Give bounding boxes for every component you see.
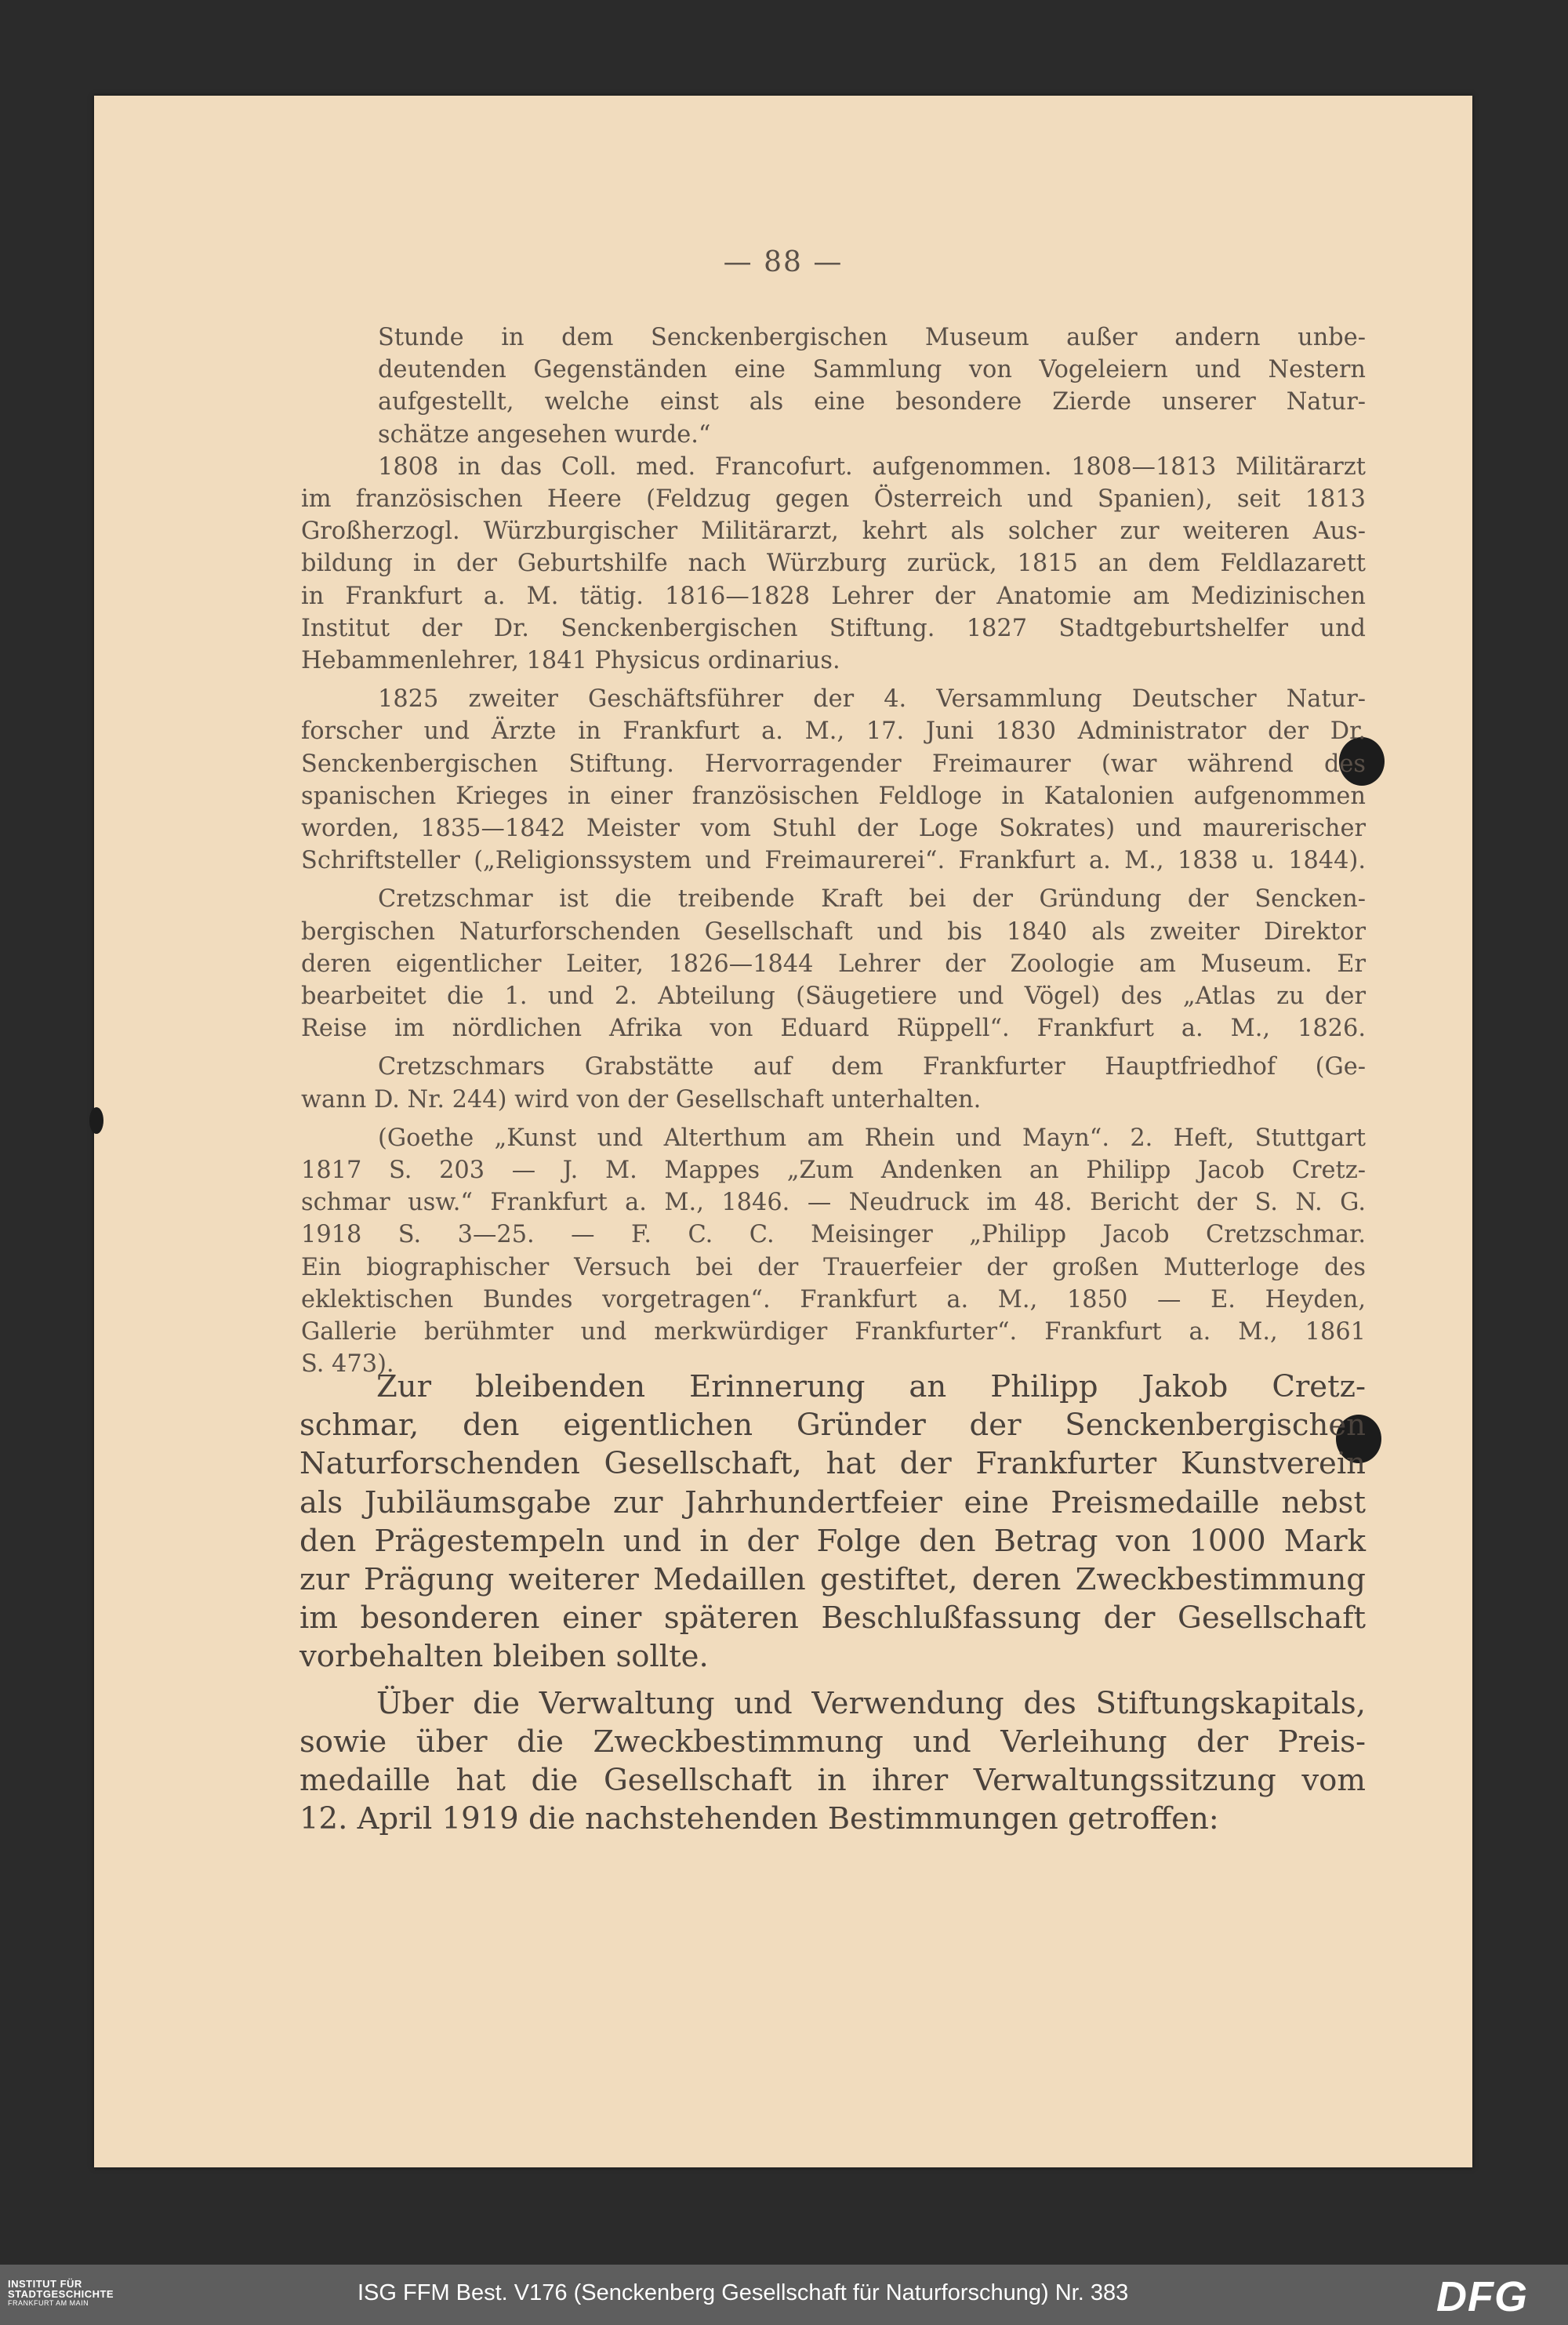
text-line: schmar usw.“ Frankfurt a. M., 1846. — Neudruck im 48. Bericht der S. N. G.	[301, 1189, 1366, 1217]
body-paragraph	[299, 1684, 1366, 1839]
footnote-paragraph	[301, 683, 1366, 877]
text-line: Zur bleibenden Erinnerung an Philipp Jakob Cretz-	[376, 1369, 1366, 1404]
text-line: Reise im nördlichen Afrika von Eduard Rüppell“. Frankfurt a. M., 1826.	[301, 1015, 1366, 1043]
text-line: 12. April 1919 die nachstehenden Bestimmungen getroffen:	[299, 1801, 1219, 1837]
text-line: sowie über die Zweckbestimmung und Verleihung der Preis-	[299, 1724, 1366, 1760]
text-line: bearbeitet die 1. und 2. Abteilung (Säugetiere und Vögel) des „Atlas zu der	[301, 983, 1366, 1011]
page-number: — 88 —	[723, 246, 844, 278]
text-line: Senckenbergischen Stiftung. Hervorragender Freimaurer (war während des	[301, 750, 1366, 778]
text-line: (Goethe „Kunst und Alterthum am Rhein und Mayn“. 2. Heft, Stuttgart	[378, 1124, 1366, 1152]
footnote-paragraph	[301, 883, 1366, 1044]
text-line: S. 473).	[301, 1350, 394, 1379]
document-page	[94, 96, 1472, 2167]
archive-footer-bar	[0, 2265, 1568, 2325]
text-line: 1808 in das Coll. med. Francofurt. aufgenommen. 1808—1813 Militärarzt	[378, 452, 1366, 481]
text-line: bildung in der Geburtshilfe nach Würzburg zurück, 1815 an dem Feldlazarett	[301, 550, 1366, 578]
text-line: im besonderen einer späteren Beschlußfassung der Gesellschaft	[299, 1600, 1366, 1637]
text-line: in Frankfurt a. M. tätig. 1816—1828 Lehrer der Anatomie am Medizinischen	[301, 582, 1366, 610]
text-line: spanischen Krieges in einer französischen Feldloge in Katalonien aufgenommen	[301, 782, 1366, 810]
footnote-paragraph	[301, 1122, 1366, 1381]
text-line: Institut der Dr. Senckenbergischen Stiftung. 1827 Stadtgeburtshelfer und	[301, 614, 1366, 642]
footnote-paragraph	[301, 322, 1366, 451]
text-line: aufgestellt, welche einst als eine besondere Zierde unserer Natur-	[378, 388, 1366, 416]
text-line: forscher und Ärzte in Frankfurt a. M., 17. Juni 1830 Administrator der Dr.	[301, 717, 1366, 746]
institute-logo-line: INSTITUT FÜR	[8, 2278, 82, 2290]
text-line: Cretzschmars Grabstätte auf dem Frankfurter Hauptfriedhof (Ge-	[378, 1053, 1366, 1081]
punch-hole-edge	[89, 1107, 103, 1134]
text-line: 1817 S. 203 — J. M. Mappes „Zum Andenken an Philipp Jacob Cretz-	[301, 1157, 1366, 1185]
text-line: im französischen Heere (Feldzug gegen Österreich und Spanien), seit 1813	[301, 485, 1366, 514]
dfg-logo: DFG	[1436, 2273, 1528, 2320]
text-line: worden, 1835—1842 Meister vom Stuhl der Loge Sokrates) und maurerischer	[301, 815, 1366, 843]
institute-logo	[8, 2279, 141, 2308]
footnote-paragraph	[301, 451, 1366, 677]
footnote-paragraph	[301, 1051, 1366, 1115]
text-line: eklektischen Bundes vorgetragen“. Frankfurt a. M., 1850 — E. Heyden,	[301, 1285, 1366, 1313]
text-line: schätze angesehen wurde.“	[378, 420, 711, 449]
text-line: 1825 zweiter Geschäftsführer der 4. Versammlung Deutscher Natur-	[378, 685, 1366, 714]
archive-caption: ISG FFM Best. V176 (Senckenberg Gesellschaft für Naturforschung) Nr. 383	[358, 2280, 1129, 2305]
text-line: Schriftsteller („Religionssystem und Freimaurerei“. Frankfurt a. M., 1838 u. 1844).	[301, 847, 1366, 875]
text-line: Über die Verwaltung und Verwendung des Stiftungskapitals,	[376, 1685, 1366, 1721]
institute-logo-line: STADTGESCHICHTE	[8, 2288, 114, 2300]
footnote-block	[301, 322, 1366, 1381]
text-line: Hebammenlehrer, 1841 Physicus ordinarius.	[301, 647, 840, 675]
text-line: den Prägestempeln und in der Folge den Betrag von 1000 Mark	[299, 1523, 1366, 1559]
text-line: Ein biographischer Versuch bei der Trauerfeier der großen Mutterloge des	[301, 1253, 1366, 1281]
text-line: Gallerie berühmter und merkwürdiger Frankfurter“. Frankfurt a. M., 1861	[301, 1318, 1366, 1346]
text-line: deutenden Gegenständen eine Sammlung von Vogeleiern und Nestern	[378, 356, 1366, 384]
text-line: schmar, den eigentlichen Gründer der Senckenbergischen	[299, 1408, 1366, 1444]
text-line: Stunde in dem Senckenbergischen Museum außer andern unbe-	[378, 324, 1366, 351]
text-line: vorbehalten bleiben sollte.	[299, 1639, 709, 1675]
text-line: wann D. Nr. 244) wird von der Gesellschaft unterhalten.	[301, 1085, 982, 1113]
text-line: Naturforschenden Gesellschaft, hat der Frankfurter Kunstverein	[299, 1446, 1366, 1482]
text-line: 1918 S. 3—25. — F. C. C. Meisinger „Philipp Jacob Cretzschmar.	[301, 1221, 1366, 1249]
body-text-block	[299, 1368, 1366, 1838]
text-line: Cretzschmar ist die treibende Kraft bei der Gründung der Sencken-	[378, 885, 1366, 914]
institute-logo-line: FRANKFURT AM MAIN	[8, 2299, 89, 2307]
body-paragraph	[299, 1368, 1366, 1677]
text-line: bergischen Naturforschenden Gesellschaft und bis 1840 als zweiter Direktor	[301, 917, 1366, 946]
text-line: Großherzogl. Würzburgischer Militärarzt, kehrt als solcher zur weiteren Aus-	[301, 518, 1366, 546]
text-line: zur Prägung weiterer Medaillen gestiftet, deren Zweckbestimmung	[299, 1562, 1366, 1598]
text-line: deren eigentlicher Leiter, 1826—1844 Lehrer der Zoologie am Museum. Er	[301, 950, 1366, 978]
text-line: medaille hat die Gesellschaft in ihrer Verwaltungssitzung vom	[299, 1763, 1366, 1799]
text-line: als Jubiläumsgabe zur Jahrhundertfeier eine Preismedaille nebst	[299, 1484, 1366, 1520]
